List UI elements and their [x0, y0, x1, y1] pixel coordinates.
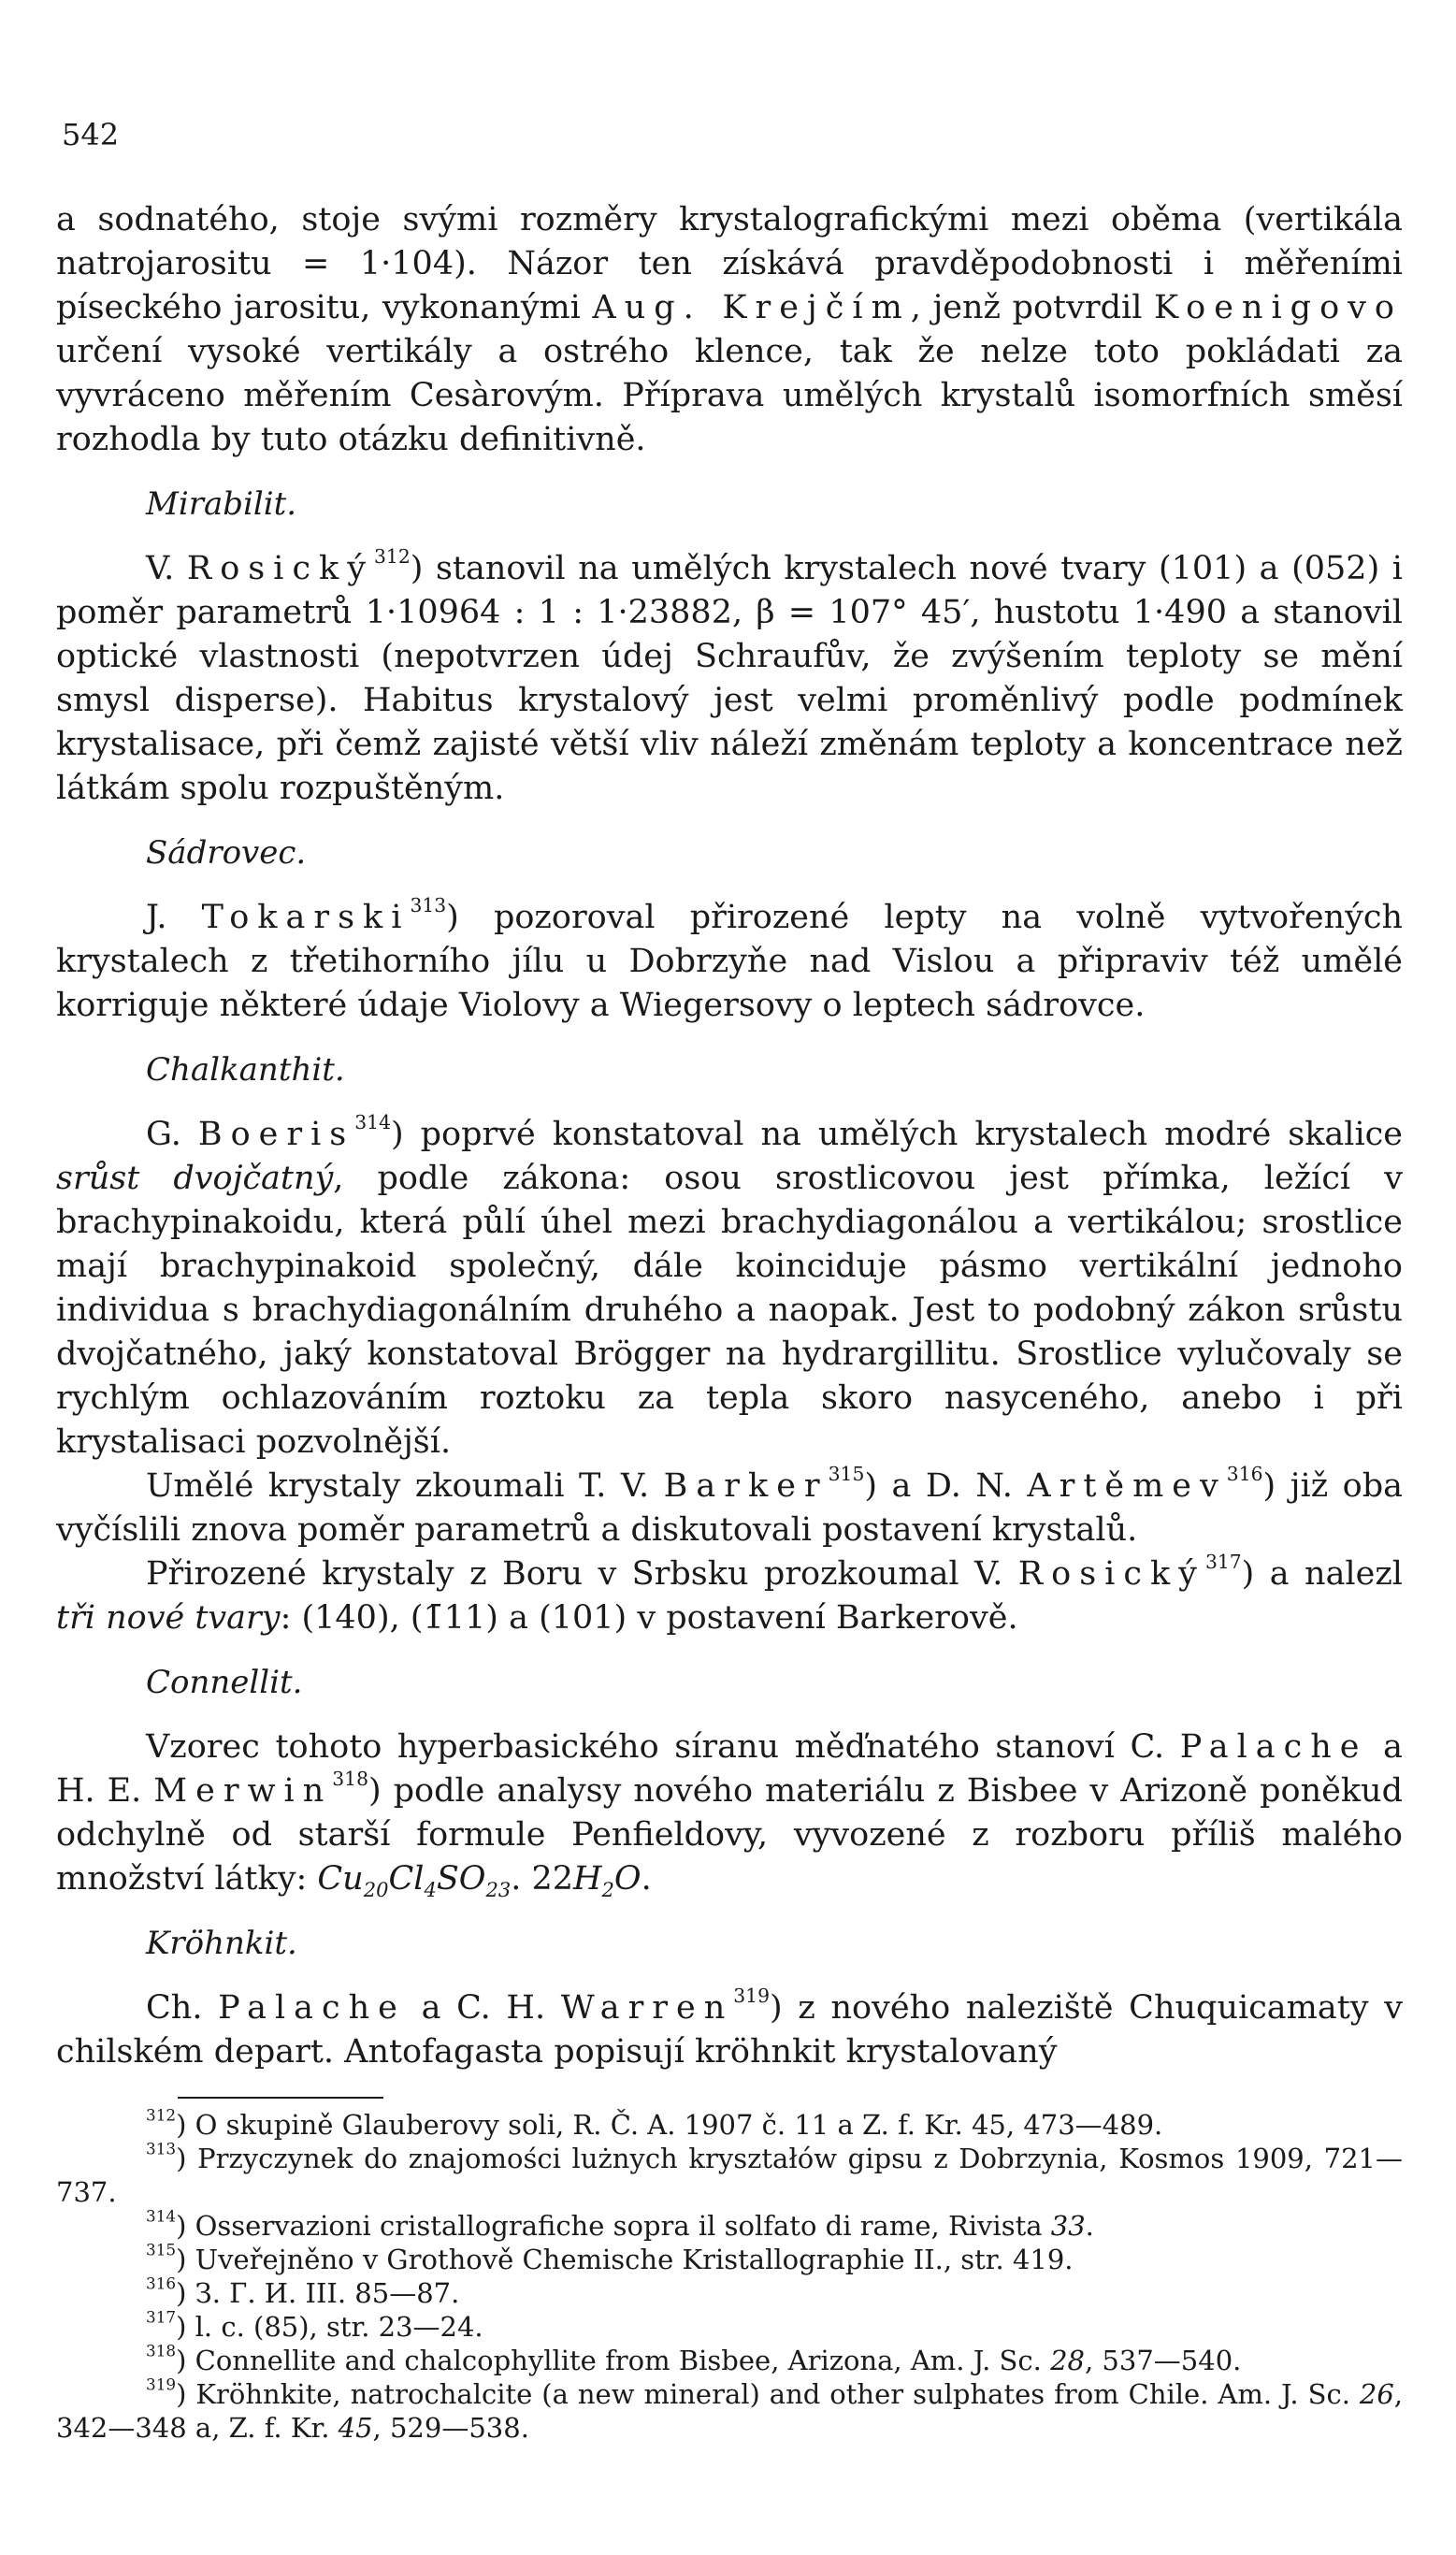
author-name: Rosický: [1017, 1555, 1205, 1593]
footnote-ref: 315: [828, 1462, 865, 1485]
footnote-316: $^{316}$) З. Г. И. III. 85—87.: [146, 2274, 460, 2309]
chalkanthit-paragraph-1: G. Boeris$^{314}$) poprvé konstatoval na umělých krystalech modré skalice srůst dvojčatný, podle zákona: osou srostlicovou jest přímka, ležící v brachypinakoidu, která půlí úhel mezi brachydiagonálou a vertikálou; srostlice mají brachypinakoid společný, dále koinciduje pásmo vertikální jednoho individua s brachydiagonálním druhého a naopak. Jest to podobný zákon srůstu dvojčatného, jaký konstatoval Brögger na hydrargillitu. Srostlice vylučovaly se rychlým ochlazováním roztoku za tepla skoro nasyceného, anebo i při krystalisaci pozvolnější.: [56, 1110, 1403, 1461]
sadrovec-paragraph: J. Tokarski$^{313}$) pozoroval přirozené lepty na volně vytvořených krystalech z třetihorního jílu u Dobrzyňe nad Vislou a připraviv též umělé korriguje některé údaje Violovy a Wiegersovy o leptech sádrovce.: [56, 893, 1403, 1024]
footnote-divider: [178, 2097, 383, 2099]
author-name: Merwin: [153, 1772, 333, 1810]
emphasis: tři nové tvary: [56, 1599, 281, 1637]
author-name: Palache: [218, 1989, 406, 2027]
footnote-ref: 314: [354, 1110, 391, 1133]
footnote-317: $^{317}$) l. c. (85), str. 23—24.: [146, 2307, 483, 2343]
author-name: Artěmev: [1027, 1467, 1227, 1505]
connellit-paragraph: Vzorec tohoto hyperbasického síranu měďnatého stanoví C. Palache a H. E. Merwin$^{318}$) podle analysy nového materiálu z Bisbee v Arizoně poněkud odchylně od starší formule Penfieldovy, vyvozené z rozboru příliš malého množství látky: $Cu_{20}Cl_4SO_{23}$. $22H_2O$.: [56, 1728, 1403, 1901]
chalkanthit-paragraph-3: Přirozené krystaly z Boru v Srbsku prozkoumal V. Rosický$^{317}$) a nalezl tři nové tvary: (140), (1̄11) a (101) v postavení Barkerově.: [56, 1550, 1403, 1637]
footnote-ref: 313: [410, 893, 447, 917]
author-name: Tokarski: [201, 899, 411, 936]
author-name: Warren: [560, 1989, 734, 2027]
footnote-ref: 316: [1226, 1462, 1263, 1485]
footnote-318: $^{318}$) Connellite and chalcophyllite from Bisbee, Arizona, Am. J. Sc. 28, 537—540.: [146, 2341, 1242, 2376]
chalkanthit-paragraph-2: Umělé krystaly zkoumali T. V. Barker$^{315}$) a D. N. Artěmev$^{316}$) již oba vyčíslili znova poměr parametrů a diskutovali postavení krystalů.: [56, 1462, 1403, 1549]
author-name: Palache: [1179, 1728, 1368, 1766]
section-heading-connellit: Connellit.: [146, 1664, 303, 1701]
author-name: Barker: [663, 1467, 829, 1505]
footnote-ref: 318: [332, 1767, 368, 1790]
page-number: 542: [62, 117, 120, 152]
author-name: Koenigovo: [1153, 289, 1404, 326]
section-heading-chalkanthit: Chalkanthit.: [146, 1051, 345, 1089]
chemical-formula: $Cu_{20}Cl_4SO_{23}$. $22H_2O$: [317, 1860, 642, 1901]
footnote-ref: 317: [1204, 1550, 1242, 1573]
emphasis: srůst dvojčatný: [56, 1160, 334, 1197]
intro-paragraph: a sodnatého, stoje svými rozměry krystalografickými mezi oběma (vertikála natrojarositu = 1·104). Názor ten získává pravděpodobnosti i měřeními píseckého jarositu, vykonanými Aug. Krejčím, jenž potvrdil Koenigovo určení vysoké vertikály a ostrého klence, tak že nelze toto pokládati za vyvráceno měřením Cesàrovým. Příprava umělých krystalů isomorfních směsí rozhodla by tuto otázku definitivně.: [56, 201, 1404, 458]
footnote-314: $^{314}$) Osservazioni cristallografiche sopra il solfato di rame, Rivista 33.: [146, 2206, 1094, 2242]
footnote-312: $^{312}$) O skupině Glauberovy soli, R. Č. A. 1907 č. 11 a Z. f. Kr. 45, 473—489.: [146, 2105, 1163, 2141]
footnote-319: $^{319}$) Kröhnkite, natrochalcite (a new mineral) and other sulphates from Chile. Am. J. Sc. 26, 342—348 a, Z. f. Kr. 45, 529—538.: [56, 2375, 1403, 2444]
mirabilit-paragraph: V. Rosický$^{312}$) stanovil na umělých krystalech nové tvary (101) a (052) i poměr parametrů 1·10964 : 1 : 1·23882, β = 107° 45′, hustotu 1·490 a stanovil optické vlastnosti (nepotvrzen údej Schraufův, že zvýšením teploty se mění smysl disperse). Habitus krystalový jest velmi proměnlivý podle podmínek krystalisace, při čemž zajisté větší vliv náleží změnám teploty a koncentrace než látkám spolu rozpuštěným.: [56, 544, 1403, 807]
krohnkit-paragraph: Ch. Palache a C. H. Warren$^{319}$) z nového naleziště Chuquicamaty v chilském depart. Antofagasta popisují kröhnkit krystalovaný: [56, 1984, 1403, 2071]
section-heading-mirabilit: Mirabilit.: [146, 485, 297, 523]
footnote-ref: 319: [733, 1984, 770, 2007]
section-heading-sadrovec: Sádrovec.: [146, 834, 307, 872]
author-name: Boeris: [197, 1116, 355, 1153]
footnote-ref: 312: [374, 544, 411, 568]
section-heading-krohnkit: Kröhnkit.: [146, 1925, 297, 1962]
footnote-313: $^{313}$) Przyczynek do znajomości lużnych kryształów gipsu z Dobrzynia, Kosmos 1909, 721—737.: [56, 2139, 1403, 2208]
author-name: Aug. Krejčím: [592, 289, 911, 326]
body-text: [56, 198, 1403, 2445]
footnote-315: $^{315}$) Uveřejněno v Grothově Chemische Kristallographie II., str. 419.: [146, 2240, 1074, 2275]
author-name: Rosický: [186, 550, 375, 587]
footnotes: [56, 2105, 1403, 2445]
